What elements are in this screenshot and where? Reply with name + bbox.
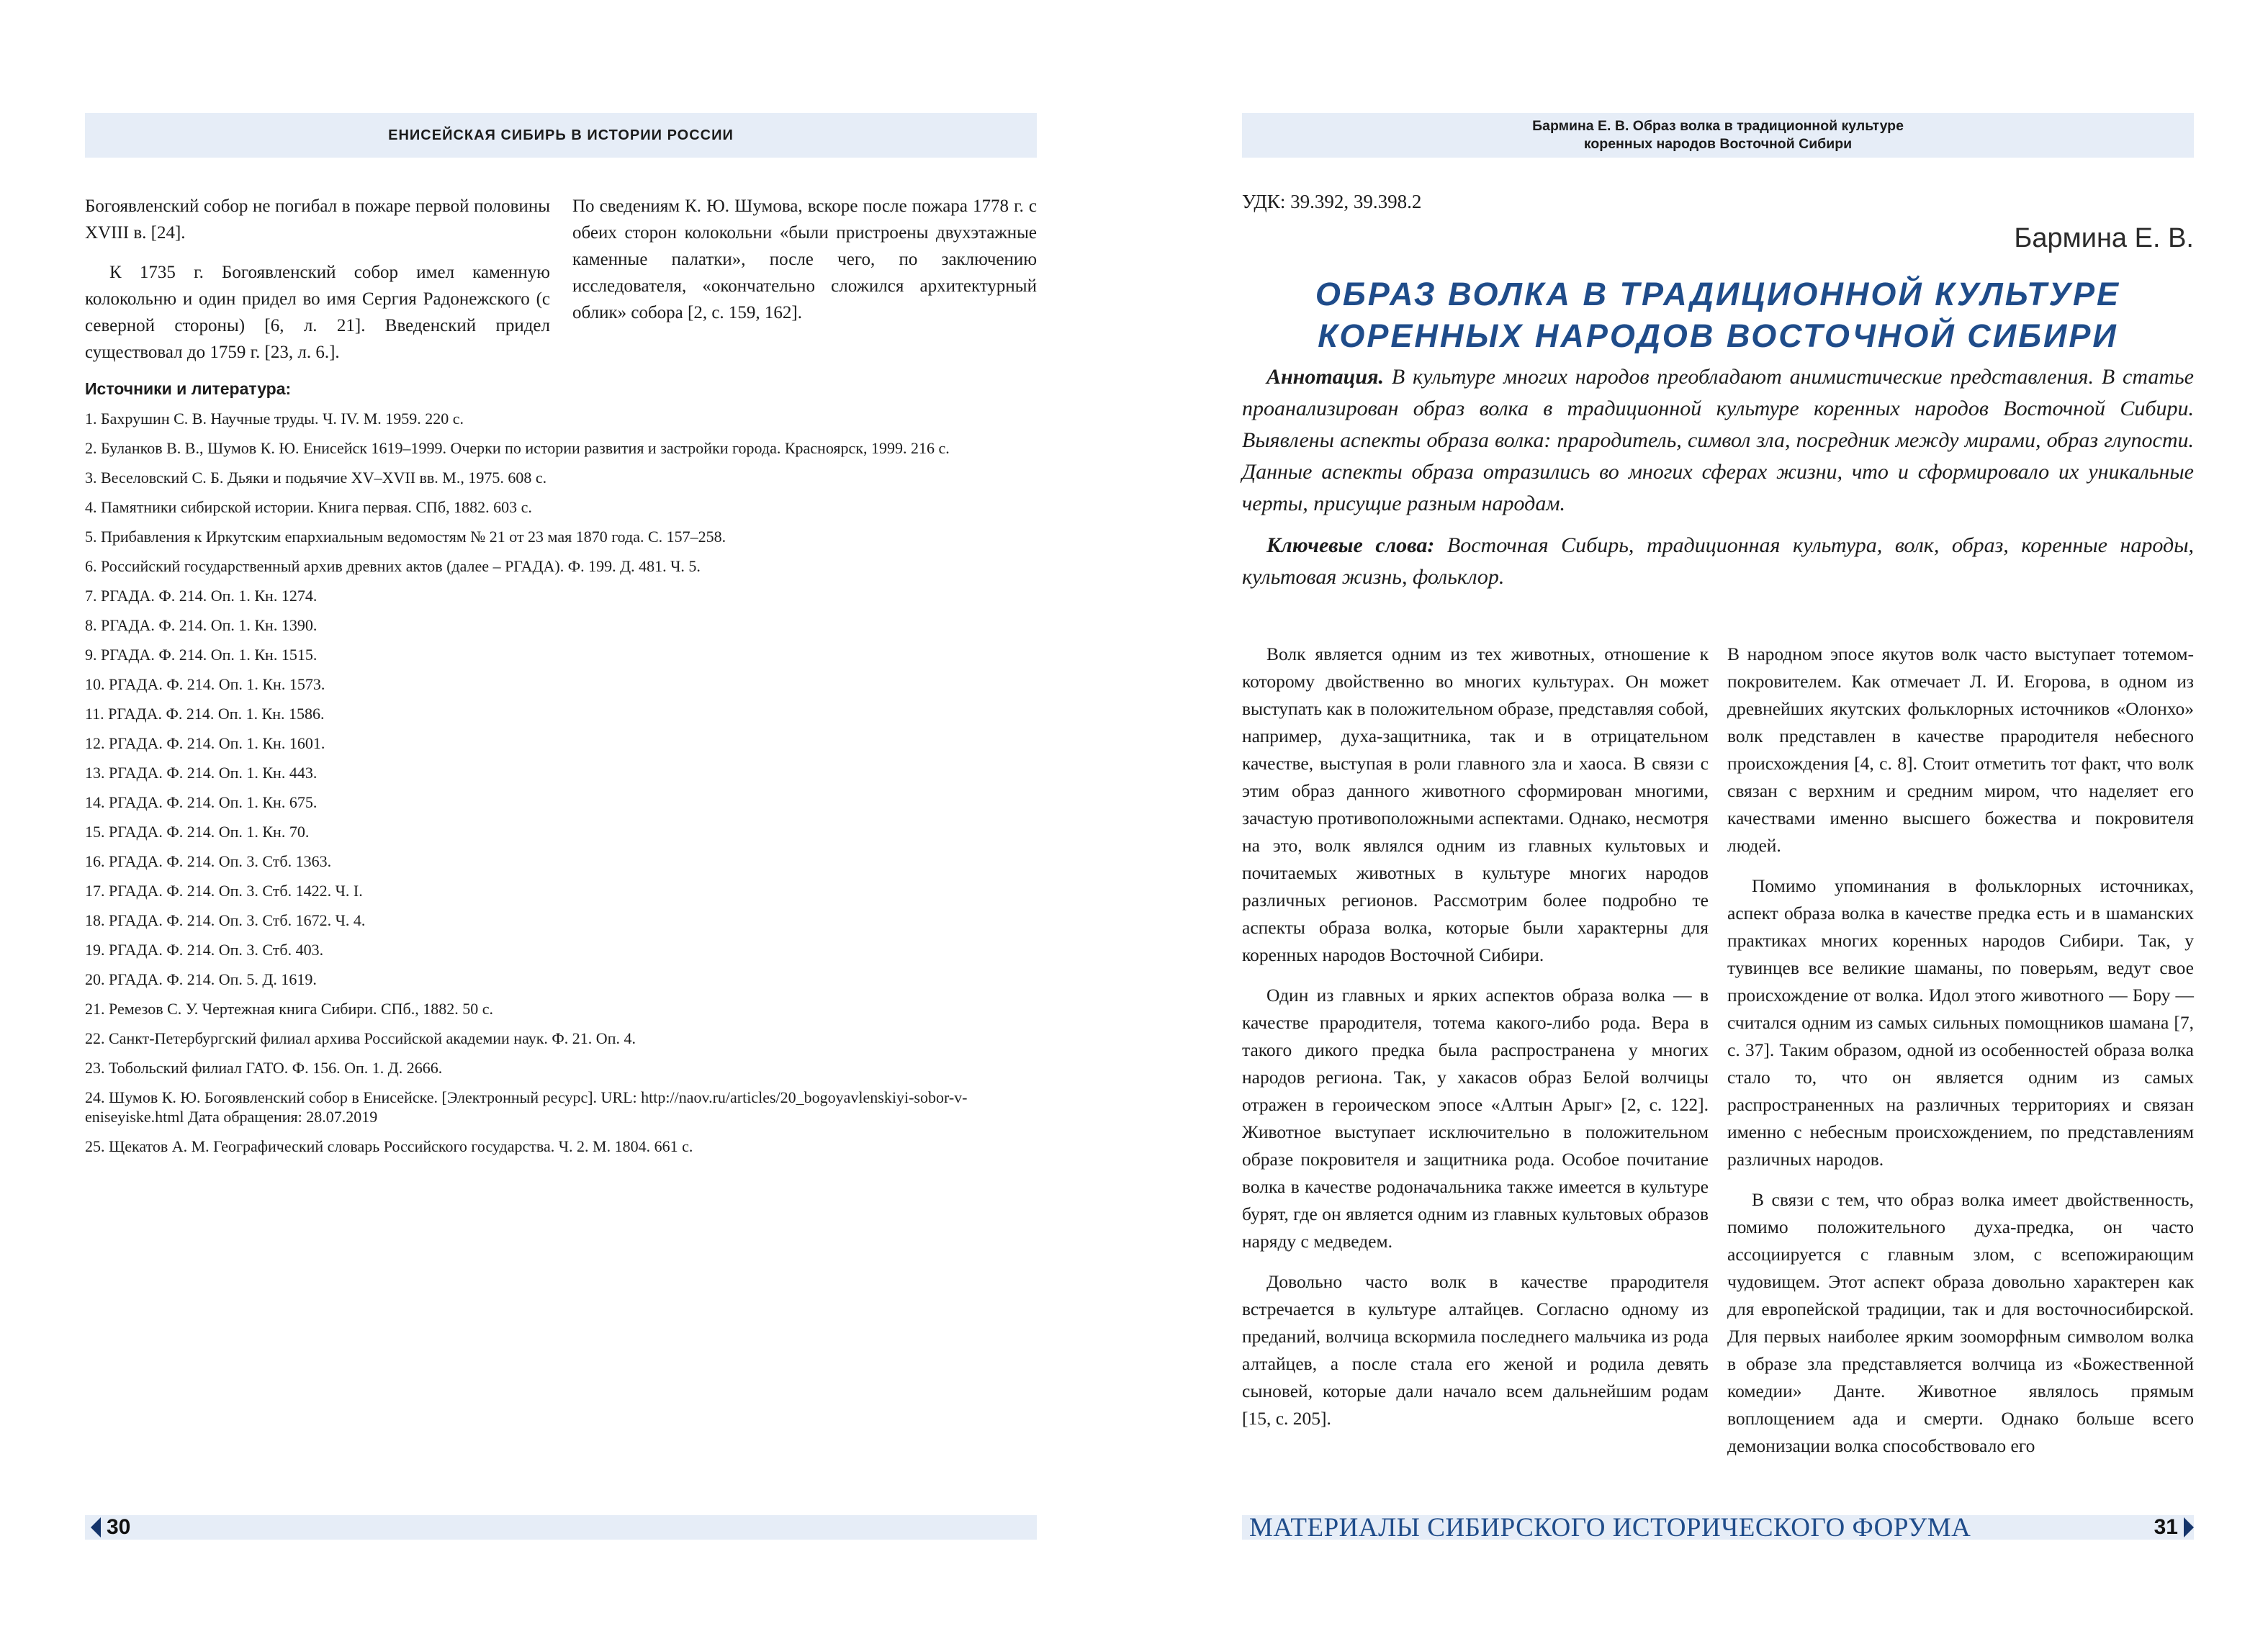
paragraph: Довольно часто волк в качестве прародителя встречается в культуре алтайцев. Согласно одному из преданий, волчица вскормила последнего мальчика из рода алтайцев, а после стала его женой и родила девять сыновей, которые дали начало всем дальнейшим родам [15, с. 205].: [1242, 1271, 1709, 1429]
abstract-block: [1242, 361, 2194, 603]
chevron-right-icon: [2184, 1517, 2194, 1537]
page-number: [85, 1515, 130, 1540]
reference-item: 8. РГАДА. Ф. 214. Оп. 1. Кн. 1390.: [85, 616, 318, 634]
paragraph: В связи с тем, что образ волка имеет двойственность, помимо положительного духа-предка, он часто ассоциируется с главным злом, с всепожирающим чудовищем. Этот аспект образа довольно характерен как для европейской традиции, так и для восточносибирской. Для первых наиболее ярким зооморфным символом волка в образе зла представляется волчица из «Божественной комедии» Данте. Животное являлось прямым воплощением ада и смерти. Однако больше всего демонизации волка способствовало его: [1727, 1189, 2194, 1456]
abstract: [1242, 361, 2194, 520]
running-header-text: ЕНИСЕЙСКАЯ СИБИРЬ В ИСТОРИИ РОССИИ: [388, 127, 734, 143]
paragraph: По сведениям К. Ю. Шумова, вскоре после пожара 1778 г. с обеих сторон колокольни «были пристроены двухэтажные каменные палатки», после чего, по заключению исследователя, «окончательно сложился архитектурный облик» собора [2, с. 159, 162].: [572, 197, 1037, 322]
running-header: [1242, 113, 2194, 158]
reference-item: 5. Прибавления к Иркутским епархиальным ведомостям № 21 от 23 мая 1870 года. С. 157–258.: [85, 528, 726, 546]
running-header-line-2: коренных народов Восточной Сибири: [1583, 136, 1853, 152]
author-name: Бармина Е. В.: [2014, 223, 2194, 253]
references: [85, 379, 1037, 1166]
article-title-line-1: ОБРАЗ ВОЛКА В ТРАДИЦИОННОЙ КУЛЬТУРЕ: [1315, 276, 2121, 312]
journal-name: МАТЕРИАЛЫ СИБИРСКОГО ИСТОРИЧЕСКОГО ФОРУМА: [1249, 1512, 1971, 1543]
keywords-text: Восточная Сибирь, традиционная культура, волк, образ, коренные народы, культовая жизнь, фольклор.: [1242, 533, 2195, 589]
reference-item: 21. Ремезов С. У. Чертежная книга Сибири. СПб., 1882. 50 с.: [85, 1000, 494, 1018]
udk-code: УДК: 39.392, 39.398.2: [1242, 191, 1422, 212]
abstract-label: Аннотация.: [1266, 365, 1384, 389]
reference-item: 25. Щекатов А. М. Географический словарь Российского государства. Ч. 2. М. 1804. 661 с.: [85, 1137, 693, 1155]
page-number-text: 31: [2154, 1515, 2178, 1539]
references-title: Источники и литература:: [85, 379, 292, 398]
reference-item: 22. Санкт-Петербургский филиал архива Российской академии наук. Ф. 21. Оп. 4.: [85, 1029, 636, 1047]
reference-item: 13. РГАДА. Ф. 214. Оп. 1. Кн. 443.: [85, 764, 318, 782]
reference-item: 4. Памятники сибирской истории. Книга первая. СПб, 1882. 603 с.: [85, 498, 532, 516]
reference-item: 2. Буланков В. В., Шумов К. Ю. Енисейск 1619–1999. Очерки по истории развития и застройки города. Красноярск, 1999. 216 с.: [85, 439, 950, 457]
running-header: [85, 113, 1037, 158]
article-title: [1242, 274, 2194, 357]
reference-item: 17. РГАДА. Ф. 214. Оп. 3. Стб. 1422. Ч. I.: [85, 882, 363, 900]
keywords: [1242, 530, 2194, 593]
reference-item: 24. Шумов К. Ю. Богоявленский собор в Енисейске. [Электронный ресурс]. URL: http://naov.ru/articles/20_bogoyavlenskiyi-sobor-v-eniseyiske.html Дата обращения: 28.07.2019: [85, 1088, 968, 1126]
reference-item: 1. Бахрушин С. В. Научные труды. Ч. IV. М. 1959. 220 с.: [85, 410, 464, 428]
reference-item: 23. Тобольский филиал ГАТО. Ф. 156. Оп. 1. Д. 2666.: [85, 1059, 443, 1077]
column-right-2: [1727, 641, 2194, 1473]
running-header-line-1: Бармина Е. В. Образ волка в традиционной культуре: [1532, 118, 1904, 134]
page-number: [2154, 1515, 2194, 1540]
reference-item: 15. РГАДА. Ф. 214. Оп. 1. Кн. 70.: [85, 823, 310, 841]
keywords-label: Ключевые слова:: [1266, 533, 1435, 557]
reference-item: 18. РГАДА. Ф. 214. Оп. 3. Стб. 1672. Ч. 4.: [85, 911, 366, 929]
reference-item: 19. РГАДА. Ф. 214. Оп. 3. Стб. 403.: [85, 941, 324, 959]
page-footer: [85, 1515, 1037, 1540]
reference-item: 20. РГАДА. Ф. 214. Оп. 5. Д. 1619.: [85, 970, 317, 988]
reference-item: 14. РГАДА. Ф. 214. Оп. 1. Кн. 675.: [85, 793, 318, 811]
paragraph: В народном эпосе якутов волк часто выступает тотемом-покровителем. Как отмечает Л. И. Егорова, в одном из древнейших якутских фольклорных источников «Олонхо» волк представлен в качестве прародителя небесного происхождения [4, с. 8]. Стоит отметить тот факт, что волк связан с верхним и средним миром, что наделяет его качествами именно высшего божества и покровителя людей.: [1727, 643, 2194, 856]
reference-item: 12. РГАДА. Ф. 214. Оп. 1. Кн. 1601.: [85, 734, 325, 752]
column-right-1: [1242, 641, 1709, 1445]
reference-item: 11. РГАДА. Ф. 214. Оп. 1. Кн. 1586.: [85, 705, 325, 723]
reference-item: 16. РГАДА. Ф. 214. Оп. 3. Стб. 1363.: [85, 852, 332, 870]
page-footer: [1242, 1512, 2194, 1543]
reference-item: 7. РГАДА. Ф. 214. Оп. 1. Кн. 1274.: [85, 587, 318, 605]
right-page: [1134, 0, 2268, 1644]
page-number-text: 30: [107, 1515, 131, 1539]
chevron-left-icon: [91, 1517, 101, 1537]
paragraph: Богоявленский собор не погибал в пожаре первой половины XVIII в. [24].: [85, 197, 550, 243]
reference-item: 6. Российский государственный архив древних актов (далее – РГАДА). Ф. 199. Д. 481. Ч. 5.: [85, 557, 701, 575]
column-left-2: [572, 193, 1037, 339]
paragraph: Один из главных и ярких аспектов образа волка — в качестве прародителя, тотема какого-либо рода. Вера в такого дикого предка была распространена у многих народов региона. Так, у хакасов образ Белой волчицы отражен в героическом эпосе «Алтын Арыг» [2, с. 122]. Животное выступает исключительно в положительном образе покровителя и защитника рода. Особое почитание волка в качестве родоначальника также имеется в культуре бурят, где он является одним из главных культовых образов наряду с медведем.: [1242, 985, 1709, 1252]
paragraph: Волк является одним из тех животных, отношение к которому двойственно во многих культурах. Он может выступать как в положительном образе, представляя собой, например, духа-защитника, так и в отрицательном качестве, выступая в роли главного зла и хаоса. В связи с этим образ данного животного сформирован многими, зачастую противоположными аспектами. Однако, несмотря на это, волк являлся одним из главных культовых и почитаемых животных в культуре многих народов различных регионов. Рассмотрим более подробно те аспекты образа волка, которые были характерны для коренных народов Восточной Сибири.: [1242, 643, 1709, 965]
abstract-text: В культуре многих народов преобладают анимистические представления. В статье проанализирован образ волка в традиционной культуре коренных народов Восточной Сибири. Выявлены аспекты образа волка: прародитель, символ зла, посредник между мирами, образ глупости. Данные аспекты образа отразились во многих сферах жизни, что и сформировало их уникальные черты, присущие разным народам.: [1242, 365, 2194, 515]
paragraph: К 1735 г. Богоявленский собор имел каменную колокольню и один придел во имя Сергия Радонежского (с северной стороны) [6, л. 21]. Введенский придел существовал до 1759 г. [23, л. 6.].: [85, 263, 550, 362]
reference-item: 9. РГАДА. Ф. 214. Оп. 1. Кн. 1515.: [85, 646, 318, 664]
paragraph: Помимо упоминания в фольклорных источниках, аспект образа волка в качестве предка есть и в шаманских практиках многих коренных народов Сибири. Так, у тувинцев все великие шаманы, по поверьям, ведут свое происхождение от волка. Идол этого животного — Бору — считался одним из самых сильных помощников шамана [7, с. 37]. Таким образом, одной из особенностей образа волка стало то, что он является одним из самых распространенных на различных территориях и связан именно с небесным происхождением, по представлениям различных народов.: [1727, 875, 2194, 1170]
reference-item: 3. Веселовский С. Б. Дьяки и подьячие XV–XVII вв. М., 1975. 608 с.: [85, 469, 547, 487]
article-title-line-2: КОРЕННЫХ НАРОДОВ ВОСТОЧНОЙ СИБИРИ: [1318, 317, 2118, 354]
references-list: [85, 409, 1037, 1156]
reference-item: 10. РГАДА. Ф. 214. Оп. 1. Кн. 1573.: [85, 675, 325, 693]
column-left-1: [85, 193, 550, 379]
